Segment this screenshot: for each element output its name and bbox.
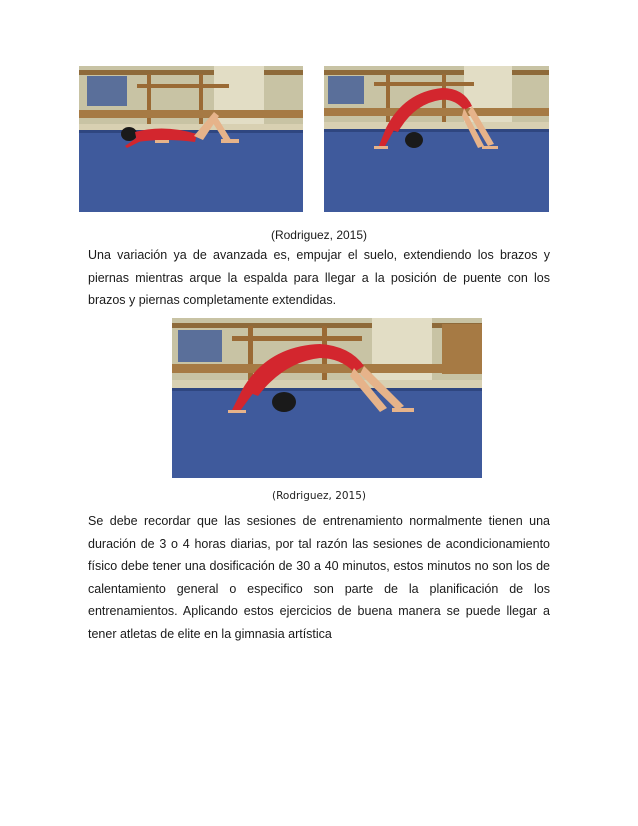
- photo-gymnast-bridge-start: [324, 66, 549, 212]
- caption-middle: (Rodriguez, 2015): [271, 490, 367, 502]
- photo-gymnast-full-bridge: [172, 318, 482, 478]
- caption-top: (Rodriguez, 2015): [270, 228, 368, 242]
- paragraph-training-sessions: Se debe recordar que las sesiones de entrenamiento normalmente tienen una duración de 3 o 4 horas diarias, por tal razón las sesiones de acondicionamiento físico debe tener una dosificación de 30 a 40 minutos, estos minutos no son los de calentamiento general o especifico son parte de la planificación de los entrenamientos. Aplicando estos ejercicios de buena manera se puede llegar a tener atletas de elite en la gimnasia artística: [88, 514, 550, 641]
- photo-gymnast-lying: [79, 66, 303, 212]
- paragraph-bridge-variation: Una variación ya de avanzada es, empujar el suelo, extendiendo los brazos y piernas mientras arque la espalda para llegar a la posición de puente con los brazos y piernas completamente extendidas.: [88, 248, 550, 307]
